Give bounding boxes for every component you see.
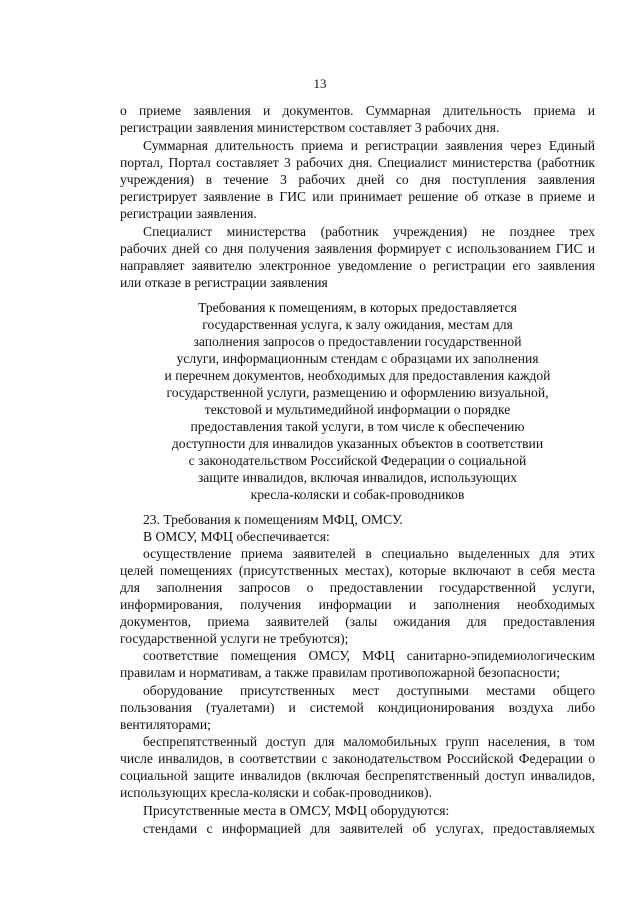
text-line: о приеме заявления и документов. Суммарная длительность приема и [120,103,595,118]
text-line: оборудование присутственных мест доступными местами общего [143,683,595,698]
section-heading-line: услуги, информационным стендам с образцами их заполнения [176,351,539,366]
section-heading-line: текстовой и мультимедийной информации о порядке [204,402,511,417]
text-line: регистрации заявления. [120,206,257,221]
section-heading-line: заполнения запросов о предоставлении государственной [193,334,522,349]
text-line: осуществление приема заявителей в специально выделенных для этих [143,546,595,561]
text-line: для заполнения запросов о предоставлении государственной услуги, [120,580,595,595]
section-heading-line: и перечнем документов, необходимых для предоставления каждой [164,368,551,383]
text-line: Суммарная длительность приема и регистрации заявления через Единый [143,138,595,153]
text-line: стендами с информацией для заявителей об услугах, предоставляемых [143,821,595,836]
text-line: Специалист министерства (работник учреждения) не позднее трех [143,224,595,239]
text-line: целей помещениях (присутственных местах), которые включают в себя места [120,563,595,578]
text-line: рабочих дней со дня получения заявления формирует с использованием ГИС и [120,241,595,256]
text-line: учреждения) в течение 3 рабочих дней со дня поступления заявления [120,172,595,187]
text-line: документов, приема заявителей (залы ожидания для предоставления [120,614,595,629]
text-line: или отказе в регистрации заявления [120,275,328,290]
section-heading-line: государственной услуги, размещению и оформлению визуальной, [166,385,549,400]
text-line: государственной услуги не требуются); [120,631,349,646]
text-line: использующих кресла-коляски и собак-проводников). [120,785,432,800]
text-line: числе инвалидов, в соответствии с законодательством Российской Федерации о [120,751,595,766]
text-line: соответствие помещения ОМСУ, МФЦ санитарно-эпидемиологическим [143,648,595,663]
section-heading-line: государственная услуга, к залу ожидания, местам для [202,317,513,332]
text-line: социальной защите инвалидов (включая беспрепятственный доступ инвалидов, [120,768,595,783]
section-heading-line: предоставления такой услуги, в том числе к обеспечению [190,419,525,434]
text-line: В ОМСУ, МФЦ обеспечивается: [143,529,330,544]
text-line: беспрепятственный доступ для маломобильных групп населения, в том [143,734,595,749]
text-line: регистрирует заявление в ГИС или принимает решение об отказе в приеме и [120,189,595,204]
page-number: 13 [313,76,327,91]
text-line: пользования (туалетами) и системой кондиционирования воздуха либо [120,700,595,715]
text-line: портал, Портал составляет 3 рабочих дня. Специалист министерства (работник [120,155,595,170]
text-line: 23. Требования к помещениям МФЦ, ОМСУ. [143,512,403,527]
section-heading-line: с законодательством Российской Федерации о социальной [188,453,527,468]
text-line: Присутственные места в ОМСУ, МФЦ оборудуются: [143,803,450,818]
section-heading-line: Требования к помещениям, в которых предоставляется [198,300,517,315]
text-line: регистрации заявления министерством составляет 3 рабочих дня. [120,120,500,135]
section-heading-line: доступности для инвалидов указанных объектов в соответствии [171,436,544,451]
text-line: вентиляторами; [120,717,211,732]
section-heading-line: защите инвалидов, включая инвалидов, использующих [197,470,518,485]
text-line: направляет заявителю электронное уведомление о регистрации его заявления [120,258,595,273]
text-line: правилам и нормативам, а также правилам противопожарной безопасности; [120,665,560,680]
text-line: информирования, получения информации и заполнения необходимых [120,597,595,612]
section-heading-line: кресла-коляски и собак-проводников [250,487,465,502]
